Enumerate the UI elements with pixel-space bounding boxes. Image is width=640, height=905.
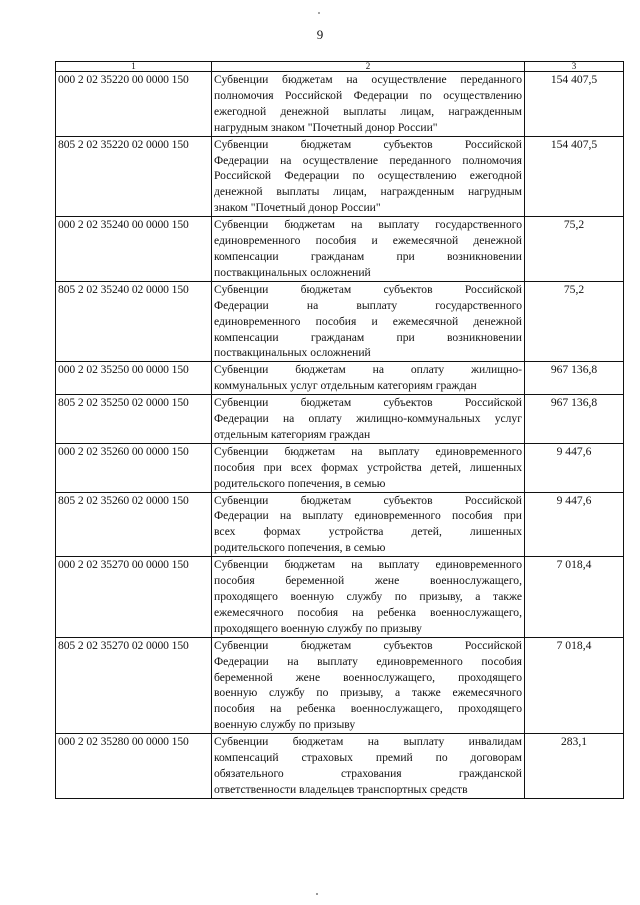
income-name-cell bbox=[212, 443, 525, 492]
income-name-line: Субвенции бюджетам на осуществление переданного bbox=[214, 73, 522, 86]
income-name-line: Федерации на осуществление переданного полномочия bbox=[214, 153, 522, 167]
income-name-line: проходящего военную службу по призыву bbox=[214, 621, 422, 635]
table-row bbox=[56, 492, 624, 557]
budget-code-cell: 000 2 02 35280 00 0000 150 bbox=[56, 734, 212, 799]
income-name-cell bbox=[212, 281, 525, 362]
table-body bbox=[56, 72, 624, 799]
budget-code-cell: 000 2 02 35270 00 0000 150 bbox=[56, 557, 212, 638]
income-name-line: Российской Федерации по осуществлению ежегодной bbox=[214, 169, 522, 183]
budget-code-cell: 000 2 02 35240 00 0000 150 bbox=[56, 217, 212, 282]
income-name-line: беременной жене военнослужащего, проходящего bbox=[214, 670, 522, 684]
amount-cell: 154 407,5 bbox=[525, 72, 624, 137]
income-name-line: всех формах устройства детей, лишенных bbox=[214, 525, 522, 539]
income-name-line: Федерации на выплату единовременного пособия bbox=[214, 654, 522, 668]
table-row bbox=[56, 637, 624, 733]
income-name-line: проходящего военную службу по призыву, а также bbox=[214, 590, 522, 603]
income-name-line: обязательного страхования гражданской bbox=[214, 766, 522, 780]
column-header-code: 1 bbox=[56, 62, 212, 72]
income-name-line: нагрудным знаком "Почетный донор России" bbox=[214, 120, 438, 134]
income-name-line: единовременного пособия и ежемесячной денежной bbox=[214, 314, 522, 328]
income-name-line: пособия при всех формах устройства детей, лишенных bbox=[214, 460, 522, 474]
budget-code-cell: 805 2 02 35260 02 0000 150 bbox=[56, 492, 212, 557]
income-name-line: компенсации гражданам при возникновении bbox=[214, 330, 522, 344]
income-name-line: Федерации на выплату государственного bbox=[214, 298, 522, 312]
amount-cell: 75,2 bbox=[525, 281, 624, 362]
table-row bbox=[56, 395, 624, 444]
income-name-line: пособия беременной жене военнослужащего, bbox=[214, 574, 522, 588]
scan-mark-bottom bbox=[316, 893, 318, 895]
income-name-cell bbox=[212, 136, 525, 217]
income-name-line: Субвенции бюджетам субъектов Российской bbox=[214, 137, 522, 151]
income-name-line: Субвенции бюджетам субъектов Российской bbox=[214, 282, 522, 296]
income-name-line: военную службу по призыву, а также ежемесячного bbox=[214, 686, 522, 700]
table-row bbox=[56, 734, 624, 799]
income-name-line: поствакцинальных осложнений bbox=[214, 265, 371, 279]
table-row bbox=[56, 557, 624, 638]
income-name-line: отдельным категориям граждан bbox=[214, 427, 371, 441]
income-name-line: компенсации гражданам при возникновении bbox=[214, 249, 522, 263]
amount-cell: 9 447,6 bbox=[525, 443, 624, 492]
income-name-line: знаком "Почетный донор России" bbox=[214, 201, 381, 215]
income-name-cell bbox=[212, 72, 525, 137]
budget-code-cell: 000 2 02 35260 00 0000 150 bbox=[56, 443, 212, 492]
amount-cell: 283,1 bbox=[525, 734, 624, 799]
page-number: 9 bbox=[316, 27, 324, 42]
amount-cell: 9 447,6 bbox=[525, 492, 624, 557]
table-header bbox=[56, 62, 624, 72]
income-name-cell bbox=[212, 492, 525, 557]
income-name-line: компенсаций страховых премий по договорам bbox=[214, 751, 522, 765]
amount-cell: 967 136,8 bbox=[525, 362, 624, 395]
budget-code-cell: 805 2 02 35240 02 0000 150 bbox=[56, 281, 212, 362]
income-name-line: Субвенции бюджетам на выплату государственного bbox=[214, 218, 522, 232]
table-row bbox=[56, 136, 624, 217]
income-name-line: военную службу по призыву bbox=[214, 718, 356, 732]
budget-code-cell: 805 2 02 35250 02 0000 150 bbox=[56, 395, 212, 444]
column-header-amount: 3 bbox=[525, 62, 624, 72]
scan-mark bbox=[318, 12, 320, 14]
income-name-cell bbox=[212, 557, 525, 638]
income-name-cell bbox=[212, 395, 525, 444]
column-header-name: 2 bbox=[212, 62, 525, 72]
amount-cell: 154 407,5 bbox=[525, 136, 624, 217]
income-name-line: Субвенции бюджетам на оплату жилищно- bbox=[214, 363, 522, 377]
budget-code-cell: 000 2 02 35220 00 0000 150 bbox=[56, 72, 212, 137]
income-name-line: Субвенции бюджетам субъектов Российской bbox=[214, 493, 522, 507]
income-name-line: Субвенции бюджетам на выплату единовременного bbox=[214, 558, 522, 572]
budget-code-cell: 805 2 02 35220 02 0000 150 bbox=[56, 136, 212, 217]
income-name-cell bbox=[212, 362, 525, 395]
income-name-line: единовременного пособия и ежемесячной денежной bbox=[214, 234, 522, 248]
budget-code-cell: 805 2 02 35270 02 0000 150 bbox=[56, 637, 212, 733]
table-row bbox=[56, 443, 624, 492]
income-name-line: Субвенции бюджетам субъектов Российской bbox=[214, 396, 522, 410]
header-row bbox=[56, 62, 624, 72]
budget-code-cell: 000 2 02 35250 00 0000 150 bbox=[56, 362, 212, 395]
income-name-cell bbox=[212, 734, 525, 799]
income-name-line: Субвенции бюджетам на выплату инвалидам bbox=[214, 735, 522, 749]
amount-cell: 7 018,4 bbox=[525, 557, 624, 638]
income-name-cell bbox=[212, 217, 525, 282]
income-name-line: полномочия Российской Федерации по осуществлению bbox=[214, 88, 522, 102]
income-name-line: Федерации на оплату жилищно-коммунальных услуг bbox=[214, 412, 522, 426]
income-name-line: Субвенции бюджетам субъектов Российской bbox=[214, 638, 522, 652]
income-name-line: родительского попечения, в семью bbox=[214, 541, 386, 555]
income-name-line: поствакцинальных осложнений bbox=[214, 346, 371, 360]
table-row bbox=[56, 217, 624, 282]
table-row bbox=[56, 72, 624, 137]
income-name-line: ежегодной денежной выплаты лицам, награжденным bbox=[214, 104, 522, 118]
amount-cell: 7 018,4 bbox=[525, 637, 624, 733]
income-name-cell bbox=[212, 637, 525, 733]
income-name-line: Субвенции бюджетам на выплату единовременного bbox=[214, 444, 522, 458]
income-name-line: коммунальных услуг отдельным категориям граждан bbox=[214, 379, 477, 393]
income-name-line: денежной выплаты лицам, награжденным нагрудным bbox=[214, 185, 522, 199]
amount-cell: 75,2 bbox=[525, 217, 624, 282]
income-name-line: Федерации на выплату единовременного пособия при bbox=[214, 509, 522, 523]
table-row bbox=[56, 281, 624, 362]
table-row bbox=[56, 362, 624, 395]
income-name-line: ежемесячного пособия на ребенка военнослужащего, bbox=[214, 605, 522, 619]
income-name-line: пособия на ребенка военнослужащего, проходящего bbox=[214, 702, 522, 716]
amount-cell: 967 136,8 bbox=[525, 395, 624, 444]
income-name-line: ответственности владельцев транспортных средств bbox=[214, 782, 468, 796]
budget-table bbox=[55, 61, 624, 799]
income-name-line: родительского попечения, в семью bbox=[214, 476, 386, 490]
